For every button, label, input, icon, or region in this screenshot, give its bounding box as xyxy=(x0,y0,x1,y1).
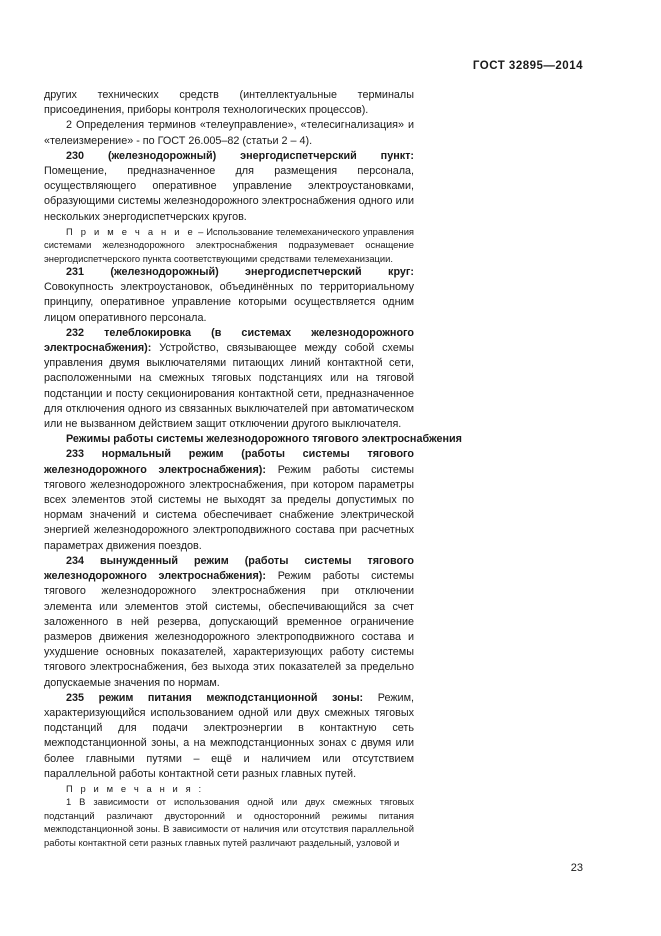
term-entry-234-term: вынужденный режим (работы системы тягового железнодорожного электроснабжения): xyxy=(44,554,415,583)
note-dash: – xyxy=(198,225,204,237)
carryover-paragraph: других технических средств (интеллектуальные терминалы присоединения, приборы контроля технологических процессов). xyxy=(44,89,414,117)
term-entry-233-number: 233 xyxy=(66,448,85,461)
section-heading-operating-modes: Режимы работы системы железнодорожного тягового электроснабжения xyxy=(66,433,462,446)
term-entry-235-term: режим питания межподстанционной зоны: xyxy=(98,691,364,704)
term-entry-233 xyxy=(44,447,414,553)
note-label: П р и м е ч а н и е xyxy=(66,225,196,237)
term-entry-235-number: 235 xyxy=(66,691,85,704)
term-entry-234-number: 234 xyxy=(66,554,85,567)
notes-235-label xyxy=(44,782,414,795)
note-2-telecontrol-terms: 2 Определения терминов «телеуправление», «телесигнализация» и «телеизмерение» - по ГОСТ 26.005–82 (статьи 2 – 4). xyxy=(44,119,414,147)
page-number: 23 xyxy=(570,862,583,874)
term-entry-235 xyxy=(44,691,414,782)
note-text: Использование телемеханического управления системами железнодорожного электроснабжения подразумевает оснащение энергодиспетчерского пункта соответствующими средствами телемеханизации. xyxy=(44,225,415,264)
term-entry-233-definition: Режим работы системы тягового железнодорожного электроснабжения, при котором параметры всех элементов этой системы не выходят за пределы допустимых по нормам значений и система обеспечивает снабжение электрической энергией железнодорожного электроподвижного состава при расчетных параметрах движения поездов. xyxy=(44,463,415,552)
notes-235-item-1: 1 В зависимости от использования одной или двух смежных тяговых подстанций различают двусторонний и односторонний режимы питания межподстанционной зоны. В зависимости от наличия или отсутствия параллельной работы контактной сети разных главных путей различают раздельный, узловой и xyxy=(44,796,414,848)
page-text-column xyxy=(44,88,414,849)
term-entry-234 xyxy=(44,554,414,691)
document-header-standard-number: ГОСТ 32895—2014 xyxy=(472,60,583,72)
term-entry-230 xyxy=(44,149,414,225)
term-entry-231 xyxy=(44,265,414,326)
term-entry-230-term: (железнодорожный) энергодиспетчерский пункт: xyxy=(107,149,415,162)
term-entry-235-definition: Режим, характеризующийся использованием одной или двух смежных тяговых подстанций для подачи электроэнергии в контактную сеть межподстанционной зоны, а на межподстанционных зонах с двумя или более главными путями – ещё и наличием или отсутствием параллельной работы контактной сети разных главных путей. xyxy=(44,691,415,780)
term-entry-231-term: (железнодорожный) энергодиспетчерский круг: xyxy=(110,266,414,279)
term-entry-232-definition: Устройство, связывающее между собой схемы управления двумя выключателями питающих линий контактной сети, расположенными на смежных тяговых подстанциях или на тяговой подстанции и посту секционирования контактной сети, предназначенное для отключения одного из связанных выключателей при автоматическом или не вызванном действием защит отключении другого выключателя. xyxy=(44,342,415,431)
term-entry-231-definition: Совокупность электроустановок, объединённых по территориальному принципу, оперативное управление которыми осуществляется одним лицом оперативного персонала. xyxy=(44,281,414,324)
term-entry-234-definition: Режим работы системы тягового железнодорожного электроснабжения при отключении элемента или элементов этой системы, обеспечивающийся за счет заложенного в ней резерва, допускающий временное ограничение размеров движения железнодорожного электроподвижного состава и ухудшение основных показателей, характеризующих работу системы тягового электроснабжения, без выхода этих показателей за предельно допускаемые значения по нормам. xyxy=(44,570,415,689)
note-for-entry-230 xyxy=(44,225,414,265)
term-entry-231-number: 231 xyxy=(66,266,85,279)
term-entry-230-definition: Помещение, предназначенное для размещения персонала, осуществляющего оперативное управление электроустановками, образующими системы железнодорожного электроснабжения одного или нескольких энергодиспетчерских кругов. xyxy=(44,165,414,223)
term-entry-232-term: телеблокировка (в системах железнодорожного электроснабжения): xyxy=(44,326,414,355)
term-entry-233-term: нормальный режим (работы системы тягового железнодорожного электроснабжения): xyxy=(44,448,414,476)
term-entry-232-number: 232 xyxy=(66,326,85,339)
term-entry-232 xyxy=(44,326,414,432)
term-entry-230-number: 230 xyxy=(66,149,85,162)
notes-plural-label: П р и м е ч а н и я : xyxy=(66,782,204,794)
